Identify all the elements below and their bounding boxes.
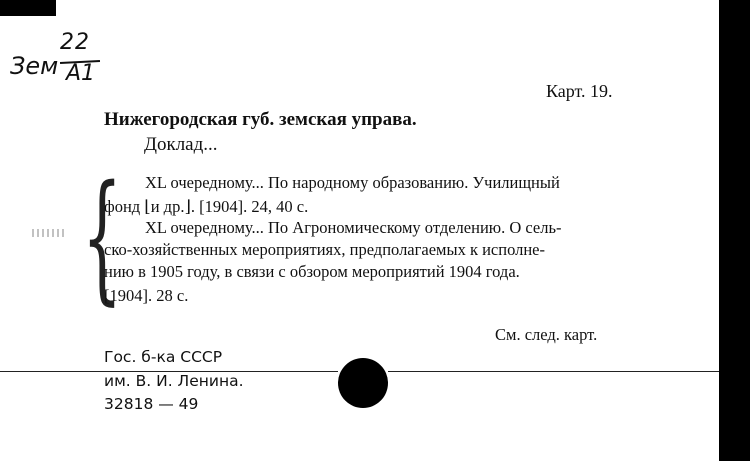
library-stamp-line: Гос. б-ка СССР <box>104 348 223 366</box>
library-stamp-line: им. В. И. Ленина. <box>104 372 244 390</box>
punch-hole <box>338 358 388 408</box>
smudge-mark <box>32 229 66 237</box>
handwritten-shelfmark-denominator: A1 <box>66 61 96 86</box>
handwritten-shelfmark-prefix: Зем <box>10 52 59 80</box>
library-stamp-line: 32818 — 49 <box>104 395 199 413</box>
body-line: XL очередному... По Агрономическому отделению. О сель- <box>145 218 562 237</box>
corner-shadow <box>0 0 56 16</box>
body-line: нию в 1905 году, в связи с обзором мероприятий 1904 года. <box>104 262 520 281</box>
body-line: фонд ⌊и др.⌋. [1904]. 24, 40 с. <box>104 197 309 216</box>
card-edge-line-right <box>388 371 719 372</box>
card-subheading: Доклад... <box>144 134 218 155</box>
handwritten-shelfmark-numerator: 22 <box>60 30 90 55</box>
card-edge-line-left <box>0 371 338 372</box>
card-heading: Нижегородская губ. земская управа. <box>104 109 417 130</box>
body-line: [1904]. 28 с. <box>104 286 189 305</box>
body-line: ско-хозяйственных мероприятиях, предполагаемых к исполне- <box>104 240 545 259</box>
card-number: Карт. 19. <box>546 81 613 101</box>
continuation-note: См. след. карт. <box>495 325 598 344</box>
body-line: XL очередному... По народному образованию. Училищный <box>145 173 560 192</box>
brace-glyph: { <box>82 156 123 319</box>
